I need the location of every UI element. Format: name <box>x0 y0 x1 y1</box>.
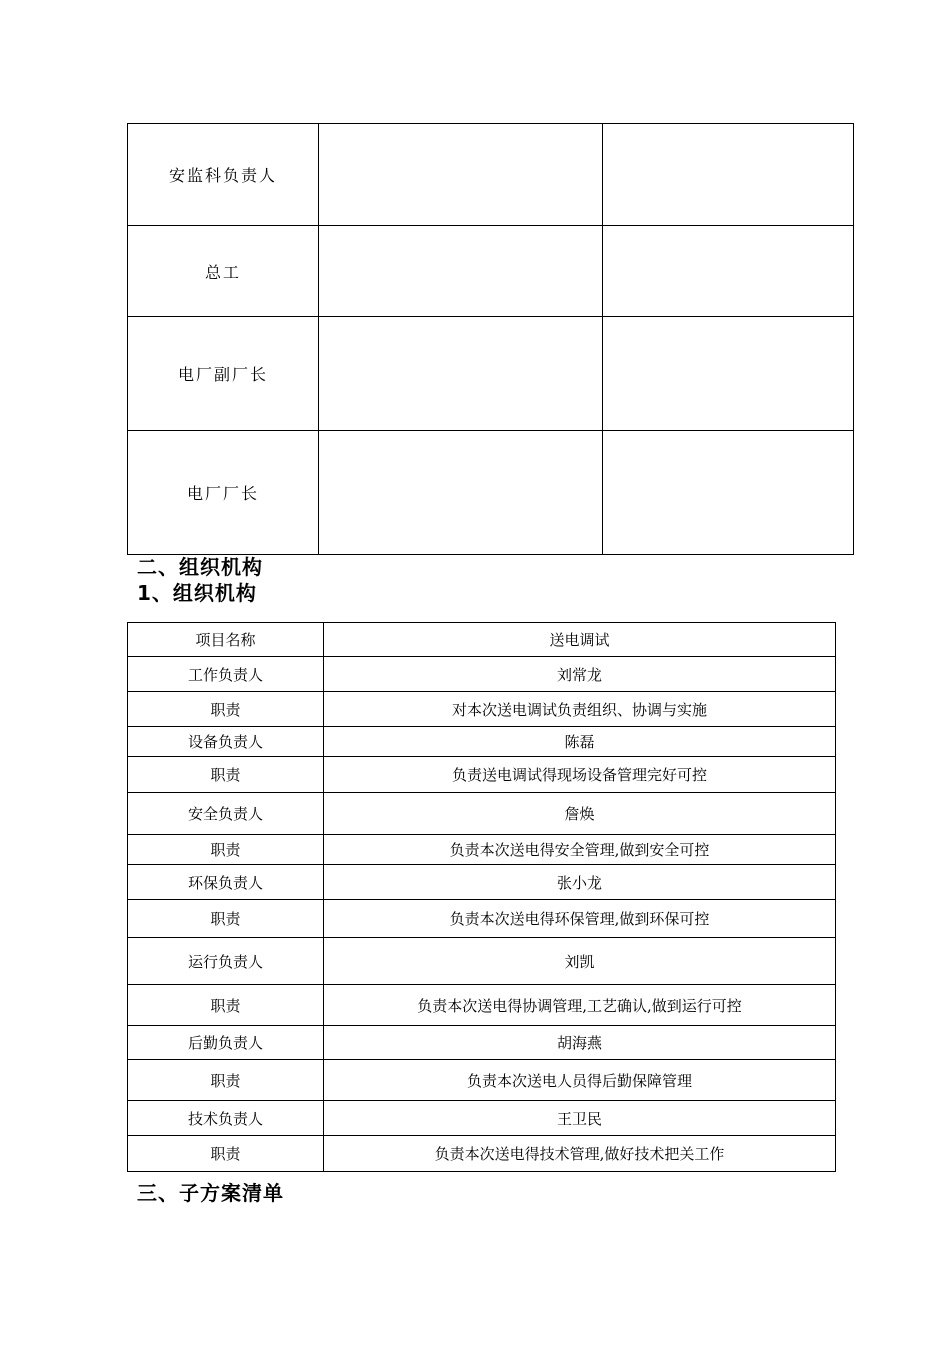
subsection-heading-organization: 1、组织机构 <box>137 581 257 605</box>
table-row <box>128 793 836 835</box>
table-row <box>128 835 836 865</box>
organization-table <box>127 622 836 1172</box>
signature-cell[interactable] <box>603 226 854 317</box>
signoff-row <box>128 431 854 555</box>
table-row <box>128 623 836 657</box>
opinion-cell[interactable] <box>319 124 603 226</box>
row-label: 运行负责人 <box>128 938 324 985</box>
row-value: 负责本次送电得环保管理,做到环保可控 <box>324 900 836 938</box>
row-label: 安全负责人 <box>128 793 324 835</box>
role-cell: 总工 <box>128 226 319 317</box>
table-row <box>128 938 836 985</box>
signature-cell[interactable] <box>603 431 854 555</box>
signature-cell[interactable] <box>603 124 854 226</box>
table-row <box>128 657 836 692</box>
row-value: 陈磊 <box>324 727 836 757</box>
row-value: 对本次送电调试负责组织、协调与实施 <box>324 692 836 727</box>
row-value: 送电调试 <box>324 623 836 657</box>
table-row <box>128 1026 836 1060</box>
opinion-cell[interactable] <box>319 317 603 431</box>
signoff-table <box>127 123 854 555</box>
signoff-row <box>128 317 854 431</box>
row-label: 设备负责人 <box>128 727 324 757</box>
row-value: 负责本次送电人员得后勤保障管理 <box>324 1060 836 1101</box>
opinion-cell[interactable] <box>319 431 603 555</box>
row-label: 职责 <box>128 900 324 938</box>
row-value: 胡海燕 <box>324 1026 836 1060</box>
signature-cell[interactable] <box>603 317 854 431</box>
row-label: 环保负责人 <box>128 865 324 900</box>
row-value: 负责本次送电得技术管理,做好技术把关工作 <box>324 1136 836 1172</box>
row-value: 张小龙 <box>324 865 836 900</box>
section-heading-subplan-list: 三、子方案清单 <box>137 1181 284 1205</box>
row-label: 职责 <box>128 985 324 1026</box>
table-row <box>128 1136 836 1172</box>
table-row <box>128 1060 836 1101</box>
table-row <box>128 900 836 938</box>
row-label: 职责 <box>128 757 324 793</box>
table-row <box>128 985 836 1026</box>
opinion-cell[interactable] <box>319 226 603 317</box>
row-value: 负责本次送电得协调管理,工艺确认,做到运行可控 <box>324 985 836 1026</box>
row-value: 王卫民 <box>324 1101 836 1136</box>
role-cell: 电厂副厂长 <box>128 317 319 431</box>
row-value: 负责送电调试得现场设备管理完好可控 <box>324 757 836 793</box>
table-row <box>128 1101 836 1136</box>
role-cell: 安监科负责人 <box>128 124 319 226</box>
section-heading-organization: 二、组织机构 <box>137 555 263 579</box>
row-label: 工作负责人 <box>128 657 324 692</box>
row-label: 项目名称 <box>128 623 324 657</box>
row-value: 刘凯 <box>324 938 836 985</box>
row-value: 詹焕 <box>324 793 836 835</box>
table-row <box>128 757 836 793</box>
table-row <box>128 865 836 900</box>
row-label: 技术负责人 <box>128 1101 324 1136</box>
row-label: 职责 <box>128 835 324 865</box>
row-label: 职责 <box>128 692 324 727</box>
row-label: 职责 <box>128 1136 324 1172</box>
row-value: 负责本次送电得安全管理,做到安全可控 <box>324 835 836 865</box>
row-label: 职责 <box>128 1060 324 1101</box>
signoff-row <box>128 124 854 226</box>
table-row <box>128 692 836 727</box>
role-cell: 电厂厂长 <box>128 431 319 555</box>
row-label: 后勤负责人 <box>128 1026 324 1060</box>
signoff-row <box>128 226 854 317</box>
row-value: 刘常龙 <box>324 657 836 692</box>
table-row <box>128 727 836 757</box>
